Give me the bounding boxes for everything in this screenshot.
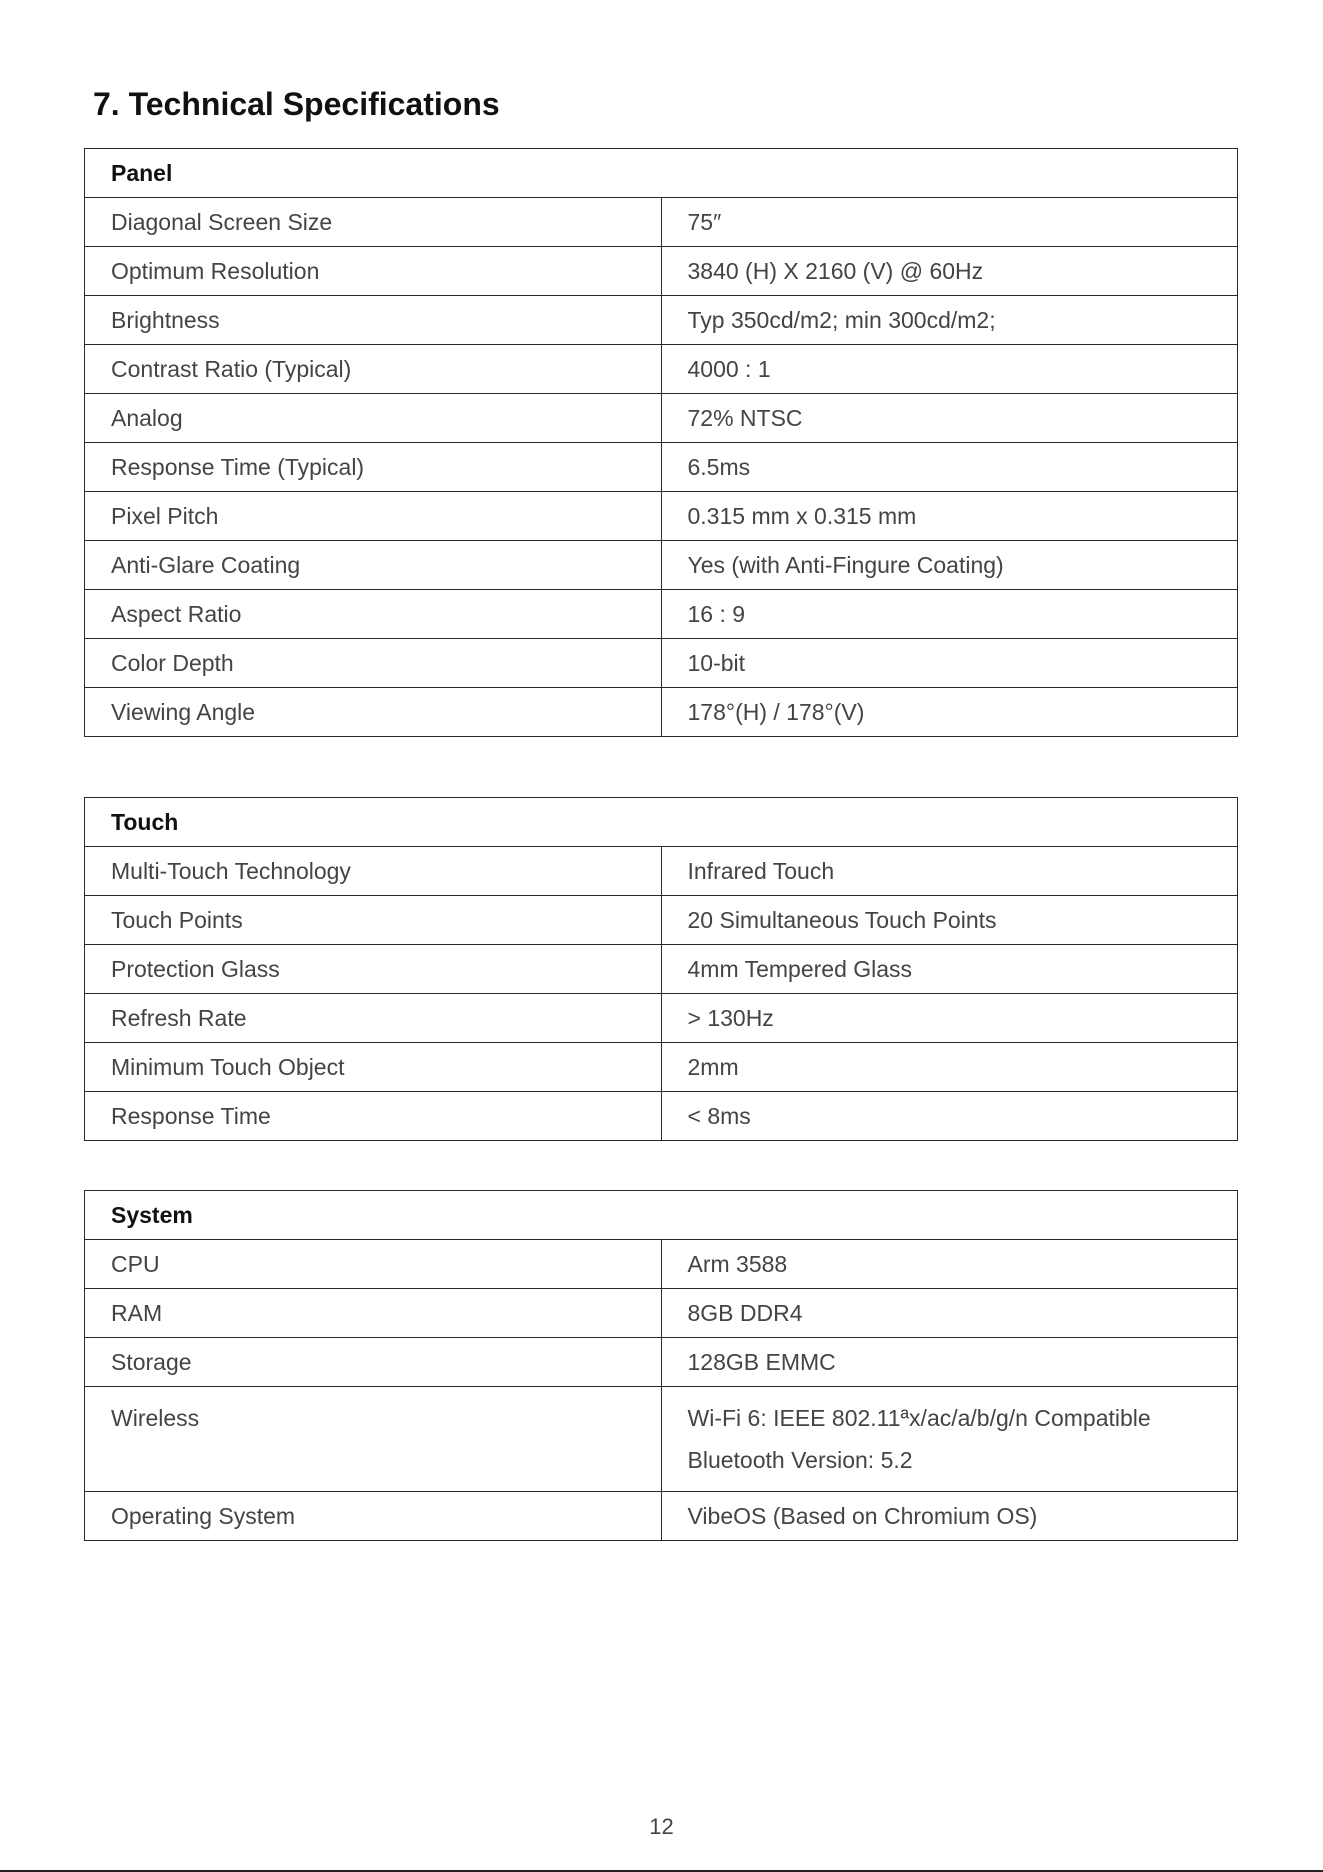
table-row [85,847,1238,896]
table-row [85,296,1238,345]
section-heading-system: System [85,1191,1238,1240]
spec-label: Viewing Angle [85,688,662,737]
table-section-header [85,1191,1238,1240]
spec-value [661,1387,1238,1492]
table-row [85,1492,1238,1541]
spec-label: Operating System [85,1492,662,1541]
table-row [85,1043,1238,1092]
page-number: 12 [649,1814,674,1839]
table-row [85,443,1238,492]
spec-value: 16 : 9 [661,590,1238,639]
spec-label: Optimum Resolution [85,247,662,296]
table-row [85,1387,1238,1492]
spec-value: 3840 (H) X 2160 (V) @ 60Hz [661,247,1238,296]
spec-label: Response Time [85,1092,662,1141]
system-spec-table [84,1190,1238,1541]
spec-value: 178°(H) / 178°(V) [661,688,1238,737]
wireless-bluetooth-value: Bluetooth Version: 5.2 [687,1447,913,1473]
spec-value: 4000 : 1 [661,345,1238,394]
spec-value: 0.315 mm x 0.315 mm [661,492,1238,541]
spec-label: Pixel Pitch [85,492,662,541]
spec-value: Infrared Touch [661,847,1238,896]
panel-spec-table [84,148,1238,737]
table-row [85,1338,1238,1387]
spec-label: Contrast Ratio (Typical) [85,345,662,394]
spec-value: 8GB DDR4 [661,1289,1238,1338]
table-section-header [85,798,1238,847]
section-heading-touch: Touch [85,798,1238,847]
table-row [85,1289,1238,1338]
table-row [85,198,1238,247]
spec-value: 4mm Tempered Glass [661,945,1238,994]
spec-value: Arm 3588 [661,1240,1238,1289]
spec-label: Minimum Touch Object [85,1043,662,1092]
table-row [85,896,1238,945]
spec-label: Protection Glass [85,945,662,994]
spec-label: Wireless [85,1387,662,1492]
spec-value: < 8ms [661,1092,1238,1141]
table-row [85,541,1238,590]
wireless-wifi-value: Wi-Fi 6: IEEE 802.11ªx/ac/a/b/g/n Compatible [687,1405,1151,1431]
spec-value: Typ 350cd/m2; min 300cd/m2; [661,296,1238,345]
table-row [85,994,1238,1043]
section-heading-panel: Panel [85,149,1238,198]
spec-value: 75″ [661,198,1238,247]
spec-value: 20 Simultaneous Touch Points [661,896,1238,945]
spec-label: Touch Points [85,896,662,945]
spec-label: CPU [85,1240,662,1289]
table-section-header [85,149,1238,198]
spec-value: 6.5ms [661,443,1238,492]
table-row [85,1240,1238,1289]
spec-value: 128GB EMMC [661,1338,1238,1387]
table-row [85,394,1238,443]
table-row [85,492,1238,541]
spec-value: Yes (with Anti-Fingure Coating) [661,541,1238,590]
spec-value: VibeOS (Based on Chromium OS) [661,1492,1238,1541]
spec-label: Color Depth [85,639,662,688]
spec-label: Storage [85,1338,662,1387]
table-row [85,345,1238,394]
spec-label: Response Time (Typical) [85,443,662,492]
spec-label: Refresh Rate [85,994,662,1043]
table-row [85,688,1238,737]
table-row [85,639,1238,688]
spec-value: > 130Hz [661,994,1238,1043]
spec-label: Diagonal Screen Size [85,198,662,247]
spec-label: Aspect Ratio [85,590,662,639]
spec-label: Analog [85,394,662,443]
spec-label: Multi-Touch Technology [85,847,662,896]
spec-label: Brightness [85,296,662,345]
spec-value: 72% NTSC [661,394,1238,443]
spec-value: 10-bit [661,639,1238,688]
table-row [85,1092,1238,1141]
spec-label: RAM [85,1289,662,1338]
touch-spec-table [84,797,1238,1141]
spec-value: 2mm [661,1043,1238,1092]
table-row [85,247,1238,296]
table-row [85,590,1238,639]
table-row [85,945,1238,994]
page-title: 7. Technical Specifications [93,86,500,122]
spec-label: Anti-Glare Coating [85,541,662,590]
